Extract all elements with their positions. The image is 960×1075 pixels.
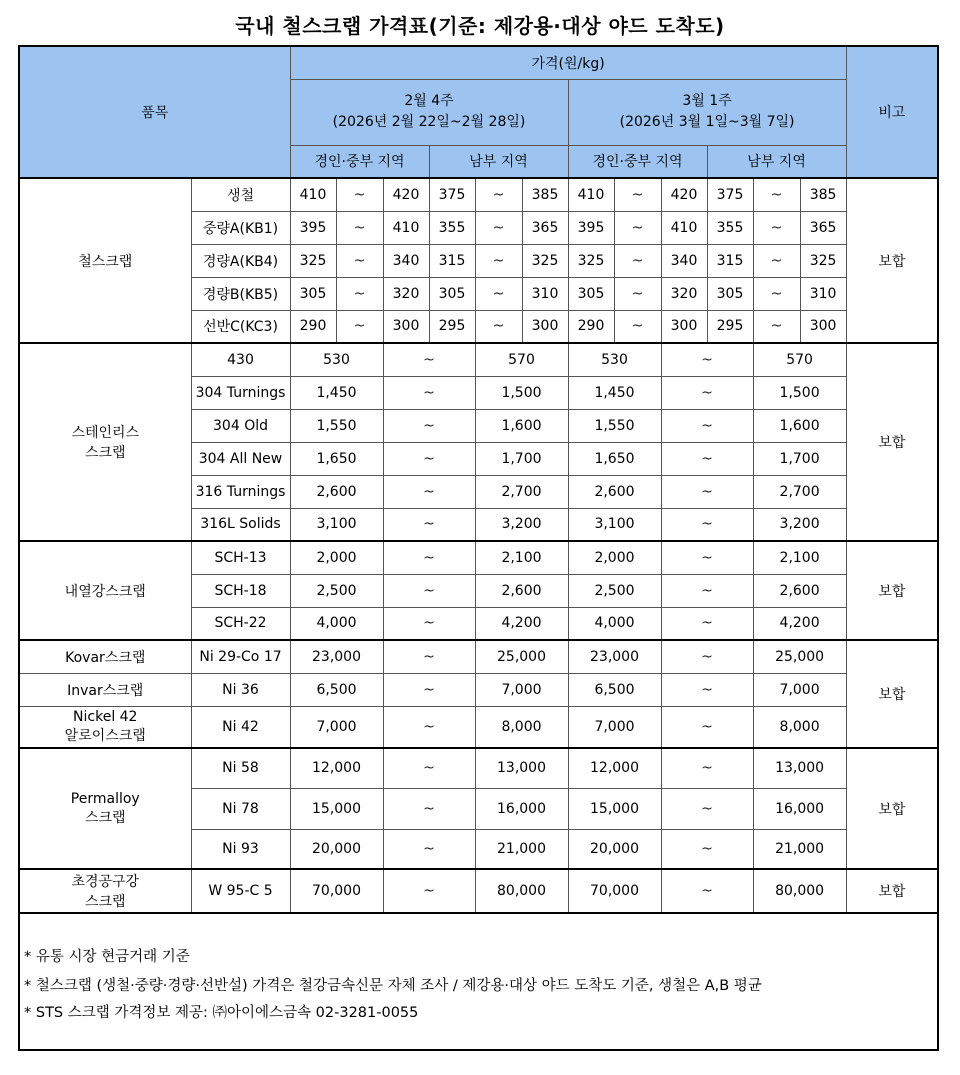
group-heat-name: 내열강스크랩 xyxy=(19,541,191,640)
tilde: ~ xyxy=(383,788,475,829)
permalloy-name-line1: Permalloy xyxy=(70,790,140,807)
permalloy-sub: Ni 93 xyxy=(191,829,290,869)
group-tool-name xyxy=(19,869,191,913)
price-min: 355 xyxy=(429,211,475,244)
price-max: 16,000 xyxy=(475,788,568,829)
price-min: 23,000 xyxy=(290,640,383,673)
tilde: ~ xyxy=(661,442,753,475)
tilde: ~ xyxy=(383,376,475,409)
tilde: ~ xyxy=(753,310,800,343)
price-max: 80,000 xyxy=(475,869,568,913)
header-region: 경인·중부 지역 xyxy=(290,145,429,178)
tilde: ~ xyxy=(336,211,383,244)
tilde: ~ xyxy=(383,508,475,541)
group-tool-note: 보합 xyxy=(846,869,938,913)
group-stainless-name xyxy=(19,343,191,541)
price-max: 1,700 xyxy=(475,442,568,475)
period-1-week: 2월 4주 xyxy=(404,93,454,109)
price-min: 295 xyxy=(707,310,753,343)
price-min: 375 xyxy=(707,178,753,211)
tilde: ~ xyxy=(336,277,383,310)
price-max: 2,100 xyxy=(475,541,568,574)
price-max: 80,000 xyxy=(753,869,846,913)
tilde: ~ xyxy=(475,178,522,211)
header-region: 남부 지역 xyxy=(707,145,846,178)
price-max: 570 xyxy=(753,343,846,376)
price-max: 4,200 xyxy=(753,607,846,640)
price-min: 70,000 xyxy=(290,869,383,913)
group-permalloy-name xyxy=(19,748,191,869)
price-min: 7,000 xyxy=(290,706,383,748)
price-max: 2,700 xyxy=(475,475,568,508)
price-max: 25,000 xyxy=(753,640,846,673)
price-min: 6,500 xyxy=(568,673,661,706)
price-max: 420 xyxy=(661,178,707,211)
tool-name-line2: 스크랩 xyxy=(84,894,126,910)
tilde: ~ xyxy=(336,178,383,211)
header-price-label: 가격(원/kg) xyxy=(290,46,846,79)
price-min: 530 xyxy=(568,343,661,376)
price-max: 320 xyxy=(383,277,429,310)
tilde: ~ xyxy=(383,673,475,706)
price-max: 310 xyxy=(800,277,846,310)
tilde: ~ xyxy=(614,178,661,211)
stainless-sub: 316 Turnings xyxy=(191,475,290,508)
price-max: 2,700 xyxy=(753,475,846,508)
price-max: 3,200 xyxy=(753,508,846,541)
price-max: 340 xyxy=(661,244,707,277)
tilde: ~ xyxy=(661,376,753,409)
price-min: 315 xyxy=(429,244,475,277)
tilde: ~ xyxy=(753,244,800,277)
price-min: 12,000 xyxy=(290,748,383,788)
alloy-sub: Ni 42 xyxy=(191,706,290,748)
price-min: 1,450 xyxy=(290,376,383,409)
price-min: 1,650 xyxy=(290,442,383,475)
stainless-sub: 316L Solids xyxy=(191,508,290,541)
tilde: ~ xyxy=(383,607,475,640)
price-min: 2,000 xyxy=(290,541,383,574)
steel-sub: 경량A(KB4) xyxy=(191,244,290,277)
price-max: 385 xyxy=(522,178,568,211)
tilde: ~ xyxy=(753,178,800,211)
price-max: 13,000 xyxy=(475,748,568,788)
tilde: ~ xyxy=(661,673,753,706)
alloy-sub: Ni 29-Co 17 xyxy=(191,640,290,673)
price-max: 1,600 xyxy=(475,409,568,442)
price-min: 15,000 xyxy=(290,788,383,829)
tilde: ~ xyxy=(383,442,475,475)
price-min: 2,500 xyxy=(568,574,661,607)
price-max: 300 xyxy=(383,310,429,343)
tilde: ~ xyxy=(383,748,475,788)
price-min: 20,000 xyxy=(568,829,661,869)
tilde: ~ xyxy=(661,475,753,508)
group-alloy-note: 보합 xyxy=(846,640,938,748)
page-title: 국내 철스크랩 가격표(기준: 제강용·대상 야드 도착도) xyxy=(235,14,725,38)
group-steel-note: 보합 xyxy=(846,178,938,343)
steel-sub: 선반C(KC3) xyxy=(191,310,290,343)
price-max: 21,000 xyxy=(475,829,568,869)
group-heat-note: 보합 xyxy=(846,541,938,640)
tilde: ~ xyxy=(383,343,475,376)
price-min: 7,000 xyxy=(568,706,661,748)
nickel42-name-line2: 알로이스크랩 xyxy=(64,727,146,744)
price-min: 1,450 xyxy=(568,376,661,409)
stainless-sub: 304 Turnings xyxy=(191,376,290,409)
price-max: 1,700 xyxy=(753,442,846,475)
tilde: ~ xyxy=(753,277,800,310)
tilde: ~ xyxy=(336,310,383,343)
tilde: ~ xyxy=(383,541,475,574)
price-min: 2,600 xyxy=(290,475,383,508)
tilde: ~ xyxy=(383,869,475,913)
price-min: 4,000 xyxy=(290,607,383,640)
price-min: 20,000 xyxy=(290,829,383,869)
price-min: 15,000 xyxy=(568,788,661,829)
price-min: 2,600 xyxy=(568,475,661,508)
price-min: 410 xyxy=(290,178,336,211)
price-max: 325 xyxy=(522,244,568,277)
tilde: ~ xyxy=(661,607,753,640)
price-max: 25,000 xyxy=(475,640,568,673)
tilde: ~ xyxy=(661,829,753,869)
tool-sub: W 95-C 5 xyxy=(191,869,290,913)
tilde: ~ xyxy=(614,244,661,277)
price-max: 570 xyxy=(475,343,568,376)
alloy-sub: Ni 36 xyxy=(191,673,290,706)
price-max: 410 xyxy=(383,211,429,244)
tool-name-line1: 초경공구강 xyxy=(71,874,140,890)
price-max: 7,000 xyxy=(475,673,568,706)
price-min: 315 xyxy=(707,244,753,277)
header-item: 품목 xyxy=(19,46,290,178)
price-min: 325 xyxy=(568,244,614,277)
price-max: 13,000 xyxy=(753,748,846,788)
price-min: 305 xyxy=(707,277,753,310)
price-max: 1,500 xyxy=(475,376,568,409)
permalloy-sub: Ni 78 xyxy=(191,788,290,829)
tilde: ~ xyxy=(383,409,475,442)
heat-sub: SCH-13 xyxy=(191,541,290,574)
group-steel-name: 철스크랩 xyxy=(19,178,191,343)
price-table xyxy=(18,45,939,914)
price-min: 375 xyxy=(429,178,475,211)
tilde: ~ xyxy=(383,706,475,748)
stainless-sub: 304 All New xyxy=(191,442,290,475)
permalloy-sub: Ni 58 xyxy=(191,748,290,788)
permalloy-name-line2: 스크랩 xyxy=(84,809,126,826)
price-min: 305 xyxy=(290,277,336,310)
tilde: ~ xyxy=(661,706,753,748)
tilde: ~ xyxy=(614,211,661,244)
tilde: ~ xyxy=(661,541,753,574)
price-max: 8,000 xyxy=(475,706,568,748)
period-2-range: (2026년 3월 1일~3월 7일) xyxy=(619,114,795,130)
price-max: 365 xyxy=(522,211,568,244)
price-max: 420 xyxy=(383,178,429,211)
price-min: 295 xyxy=(429,310,475,343)
tilde: ~ xyxy=(614,310,661,343)
price-max: 300 xyxy=(661,310,707,343)
tilde: ~ xyxy=(336,244,383,277)
footnote: * 철스크랩 (생철·중량·경량·선반설) 가격은 철강금속신문 자체 조사 / 제강용·대상 야드 도착도 기준, 생철은 A,B 평균 xyxy=(24,978,762,994)
stainless-sub: 430 xyxy=(191,343,290,376)
footnote: * STS 스크랩 가격정보 제공: ㈜아이에스금속 02-3281-0055 xyxy=(24,1005,419,1021)
price-max: 340 xyxy=(383,244,429,277)
steel-sub: 경량B(KB5) xyxy=(191,277,290,310)
price-min: 290 xyxy=(568,310,614,343)
price-min: 70,000 xyxy=(568,869,661,913)
price-max: 300 xyxy=(522,310,568,343)
price-max: 8,000 xyxy=(753,706,846,748)
price-max: 300 xyxy=(800,310,846,343)
price-max: 2,600 xyxy=(753,574,846,607)
price-min: 395 xyxy=(290,211,336,244)
price-min: 2,000 xyxy=(568,541,661,574)
price-min: 355 xyxy=(707,211,753,244)
header-period-1 xyxy=(290,79,568,145)
header-period-2 xyxy=(568,79,846,145)
period-2-week: 3월 1주 xyxy=(682,93,732,109)
price-max: 410 xyxy=(661,211,707,244)
price-max: 2,100 xyxy=(753,541,846,574)
price-max: 7,000 xyxy=(753,673,846,706)
price-max: 4,200 xyxy=(475,607,568,640)
stainless-name-line2: 스크랩 xyxy=(84,445,126,461)
price-min: 6,500 xyxy=(290,673,383,706)
price-min: 2,500 xyxy=(290,574,383,607)
price-max: 2,600 xyxy=(475,574,568,607)
price-max: 16,000 xyxy=(753,788,846,829)
heat-sub: SCH-18 xyxy=(191,574,290,607)
price-min: 1,550 xyxy=(290,409,383,442)
footnote: * 유통 시장 현금거래 기준 xyxy=(24,949,190,965)
price-min: 530 xyxy=(290,343,383,376)
price-min: 290 xyxy=(290,310,336,343)
price-max: 385 xyxy=(800,178,846,211)
steel-sub: 중량A(KB1) xyxy=(191,211,290,244)
tilde: ~ xyxy=(614,277,661,310)
tilde: ~ xyxy=(475,310,522,343)
tilde: ~ xyxy=(661,508,753,541)
stainless-sub: 304 Old xyxy=(191,409,290,442)
price-min: 1,550 xyxy=(568,409,661,442)
tilde: ~ xyxy=(661,869,753,913)
tilde: ~ xyxy=(661,640,753,673)
header-note: 비고 xyxy=(846,46,938,178)
header-region: 남부 지역 xyxy=(429,145,568,178)
price-min: 305 xyxy=(568,277,614,310)
price-min: 12,000 xyxy=(568,748,661,788)
nickel42-name xyxy=(19,706,191,748)
kovar-name: Kovar스크랩 xyxy=(19,640,191,673)
group-permalloy-note: 보합 xyxy=(846,748,938,869)
tilde: ~ xyxy=(661,343,753,376)
price-max: 310 xyxy=(522,277,568,310)
nickel42-name-line1: Nickel 42 xyxy=(73,708,138,725)
invar-name: Invar스크랩 xyxy=(19,673,191,706)
price-min: 4,000 xyxy=(568,607,661,640)
tilde: ~ xyxy=(475,211,522,244)
tilde: ~ xyxy=(753,211,800,244)
price-min: 3,100 xyxy=(290,508,383,541)
tilde: ~ xyxy=(661,409,753,442)
price-min: 395 xyxy=(568,211,614,244)
price-min: 1,650 xyxy=(568,442,661,475)
header-region: 경인·중부 지역 xyxy=(568,145,707,178)
tilde: ~ xyxy=(383,574,475,607)
tilde: ~ xyxy=(383,475,475,508)
price-max: 325 xyxy=(800,244,846,277)
heat-sub: SCH-22 xyxy=(191,607,290,640)
tilde: ~ xyxy=(475,244,522,277)
price-max: 3,200 xyxy=(475,508,568,541)
price-max: 320 xyxy=(661,277,707,310)
tilde: ~ xyxy=(661,788,753,829)
price-min: 325 xyxy=(290,244,336,277)
tilde: ~ xyxy=(661,574,753,607)
price-max: 1,600 xyxy=(753,409,846,442)
tilde: ~ xyxy=(475,277,522,310)
price-min: 23,000 xyxy=(568,640,661,673)
price-min: 305 xyxy=(429,277,475,310)
price-min: 410 xyxy=(568,178,614,211)
steel-sub: 생철 xyxy=(191,178,290,211)
tilde: ~ xyxy=(383,829,475,869)
tilde: ~ xyxy=(383,640,475,673)
price-max: 21,000 xyxy=(753,829,846,869)
price-max: 365 xyxy=(800,211,846,244)
period-1-range: (2026년 2월 22일~2월 28일) xyxy=(332,114,526,130)
tilde: ~ xyxy=(661,748,753,788)
group-stainless-note: 보합 xyxy=(846,343,938,541)
price-max: 1,500 xyxy=(753,376,846,409)
footnotes xyxy=(18,914,939,1051)
price-min: 3,100 xyxy=(568,508,661,541)
stainless-name-line1: 스테인리스 xyxy=(71,425,140,441)
